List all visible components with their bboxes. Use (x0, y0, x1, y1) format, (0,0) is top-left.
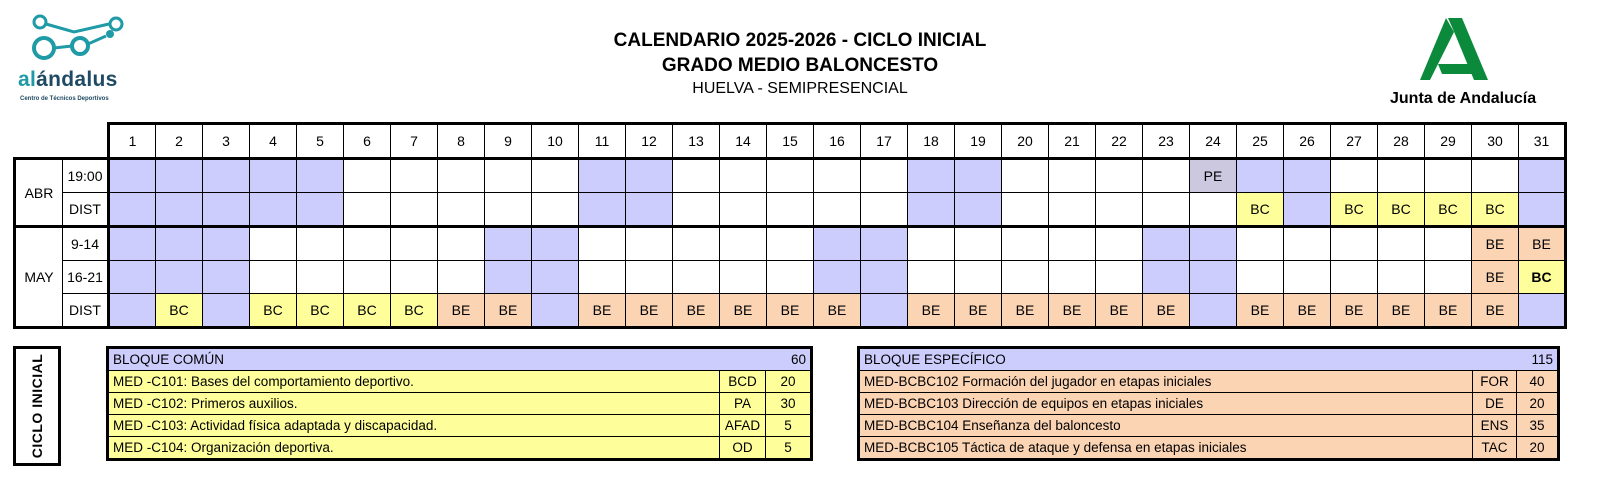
day-header: 25 (1237, 124, 1284, 159)
module-hours: 35 (1517, 415, 1559, 437)
calendar-cell (485, 193, 532, 227)
calendar-cell (438, 261, 485, 294)
day-header: 28 (1378, 124, 1425, 159)
calendar-cell (1284, 227, 1331, 261)
calendar-cell (908, 261, 955, 294)
calendar-cell (1143, 227, 1190, 261)
calendar-cell (156, 159, 203, 193)
block-total-hours: 115 (1517, 348, 1559, 371)
calendar-cell (861, 159, 908, 193)
calendar-cell (1284, 193, 1331, 227)
calendar-cell (391, 261, 438, 294)
calendar-cell: BC (344, 294, 391, 328)
cycle-label-box (13, 346, 61, 466)
calendar-cell (579, 261, 626, 294)
module-name: MED-BCBC105 Táctica de ataque y defensa en etapas iniciales (859, 437, 1473, 460)
calendar-cell (1237, 261, 1284, 294)
calendar-cell (955, 159, 1002, 193)
calendar-cell: BC (1331, 193, 1378, 227)
calendar-cell (438, 227, 485, 261)
day-header: 15 (767, 124, 814, 159)
day-header: 8 (438, 124, 485, 159)
calendar-cell (297, 159, 344, 193)
calendar-cell (1378, 261, 1425, 294)
day-header: 9 (485, 124, 532, 159)
calendar-cell (1143, 159, 1190, 193)
calendar-cell: BE (1096, 294, 1143, 328)
calendar-cell (908, 159, 955, 193)
cycle-label: CICLO INICIAL (29, 353, 45, 459)
calendar-cell (814, 227, 861, 261)
time-slot-label: 16-21 (63, 261, 109, 294)
calendar-cell (626, 193, 673, 227)
brand-name: alándalus (18, 68, 118, 91)
calendar-cell (1284, 159, 1331, 193)
calendar-cell (1331, 261, 1378, 294)
alandalus-logo (14, 10, 144, 105)
calendar-cell (767, 159, 814, 193)
module-hours: 20 (1517, 393, 1559, 415)
module-row (108, 437, 812, 460)
calendar-cell (344, 193, 391, 227)
bloque-comun-table (106, 346, 813, 461)
calendar-cell (861, 261, 908, 294)
day-header: 23 (1143, 124, 1190, 159)
day-header: 29 (1425, 124, 1472, 159)
calendar-cell: BE (1331, 294, 1378, 328)
calendar-cell (438, 159, 485, 193)
calendar-cell (955, 261, 1002, 294)
calendar-cell (1190, 261, 1237, 294)
day-header: 4 (250, 124, 297, 159)
corner-blank (15, 124, 109, 159)
calendar-cell (1378, 227, 1425, 261)
calendar-cell: BC (1472, 193, 1519, 227)
calendar-cell (673, 193, 720, 227)
calendar-cell (297, 193, 344, 227)
module-row (108, 415, 812, 437)
block-header-row (859, 348, 1559, 371)
calendar-cell: BE (908, 294, 955, 328)
block-header-row (108, 348, 812, 371)
calendar-cell: BC (156, 294, 203, 328)
module-name: MED-BCBC103 Dirección de equipos en etapas iniciales (859, 393, 1473, 415)
calendar-cell (109, 227, 156, 261)
module-hours: 20 (1517, 437, 1559, 460)
calendar-cell: BE (579, 294, 626, 328)
calendar-row (15, 261, 1566, 294)
calendar-cell (485, 227, 532, 261)
calendar-row (15, 193, 1566, 227)
module-abbreviation: ENS (1473, 415, 1517, 437)
day-header: 6 (344, 124, 391, 159)
calendar-cell (532, 159, 579, 193)
calendar-cell: BE (720, 294, 767, 328)
calendar-cell: BE (1425, 294, 1472, 328)
calendar-cell: BE (1378, 294, 1425, 328)
calendar-cell (579, 193, 626, 227)
day-header: 12 (626, 124, 673, 159)
module-row (108, 393, 812, 415)
calendar-cell: BE (1143, 294, 1190, 328)
calendar-cell (344, 227, 391, 261)
calendar-cell: BE (1002, 294, 1049, 328)
calendar-cell (626, 227, 673, 261)
module-name: MED-BCBC104 Enseñanza del baloncesto (859, 415, 1473, 437)
day-header: 16 (814, 124, 861, 159)
calendar-cell (250, 159, 297, 193)
module-hours: 5 (766, 415, 812, 437)
calendar-cell: BC (1425, 193, 1472, 227)
module-abbreviation: DE (1473, 393, 1517, 415)
calendar-cell (109, 261, 156, 294)
calendar-table (13, 122, 1567, 329)
page-subtitle: GRADO MEDIO BALONCESTO (661, 55, 939, 76)
calendar-cell (626, 261, 673, 294)
module-hours: 5 (766, 437, 812, 460)
module-abbreviation: AFAD (720, 415, 766, 437)
day-header: 26 (1284, 124, 1331, 159)
module-name: MED-BCBC102 Formación del jugador en etapas iniciales (859, 371, 1473, 393)
calendar-cell (391, 227, 438, 261)
calendar-cell (203, 261, 250, 294)
time-slot-label: DIST (63, 294, 109, 328)
calendar-cell (1002, 227, 1049, 261)
calendar-cell (626, 159, 673, 193)
day-header: 2 (156, 124, 203, 159)
calendar-cell (485, 261, 532, 294)
calendar-cell: BC (391, 294, 438, 328)
calendar-cell (391, 193, 438, 227)
day-header-row (15, 124, 1566, 159)
calendar-cell: BE (1049, 294, 1096, 328)
calendar-cell (532, 193, 579, 227)
module-hours: 20 (766, 371, 812, 393)
module-name: MED -C101: Bases del comportamiento deportivo. (108, 371, 720, 393)
calendar-cell (767, 261, 814, 294)
block-title: BLOQUE COMÚN (108, 348, 766, 371)
calendar-cell: BE (767, 294, 814, 328)
calendar-cell (1237, 159, 1284, 193)
calendar-cell (814, 159, 861, 193)
calendar-cell (861, 294, 908, 328)
page-title: CALENDARIO 2025-2026 - CICLO INICIAL (613, 30, 987, 51)
day-header: 1 (109, 124, 156, 159)
calendar-cell: BE (1284, 294, 1331, 328)
time-slot-label: 19:00 (63, 159, 109, 193)
day-header: 31 (1519, 124, 1566, 159)
day-header: 30 (1472, 124, 1519, 159)
calendar-cell (344, 159, 391, 193)
calendar-cell (1049, 193, 1096, 227)
day-header: 7 (391, 124, 438, 159)
day-header: 5 (297, 124, 344, 159)
time-slot-label: DIST (63, 193, 109, 227)
calendar-cell (1284, 261, 1331, 294)
calendar-row (15, 294, 1566, 328)
calendar-cell (109, 294, 156, 328)
calendar-cell (438, 193, 485, 227)
calendar-cell (1049, 227, 1096, 261)
calendar-cell (203, 294, 250, 328)
calendar-cell (579, 227, 626, 261)
calendar-cell: BC (1519, 261, 1566, 294)
calendar-cell (1425, 227, 1472, 261)
calendar-cell (1002, 193, 1049, 227)
calendar-cell (1096, 193, 1143, 227)
calendar-cell (1096, 159, 1143, 193)
calendar-cell (1002, 159, 1049, 193)
calendar-cell (720, 159, 767, 193)
calendar-cell: BE (955, 294, 1002, 328)
calendar-cell (955, 227, 1002, 261)
calendar-cell (1378, 159, 1425, 193)
month-label: ABR (15, 159, 63, 227)
day-header: 17 (861, 124, 908, 159)
calendar-cell (767, 227, 814, 261)
calendar-cell (673, 159, 720, 193)
calendar-cell (673, 261, 720, 294)
day-header: 20 (1002, 124, 1049, 159)
day-header: 11 (579, 124, 626, 159)
calendar-cell: BE (626, 294, 673, 328)
bloque-especifico-table (857, 346, 1560, 461)
calendar-cell (1190, 193, 1237, 227)
calendar-cell (1519, 159, 1566, 193)
calendar-cell (814, 261, 861, 294)
module-abbreviation: OD (720, 437, 766, 460)
day-header: 13 (673, 124, 720, 159)
calendar-cell (673, 227, 720, 261)
day-header: 22 (1096, 124, 1143, 159)
page-header (400, 28, 1200, 100)
calendar-cell: BE (1472, 294, 1519, 328)
calendar-cell (908, 193, 955, 227)
module-name: MED -C103: Actividad física adaptada y discapacidad. (108, 415, 720, 437)
calendar-cell (1143, 193, 1190, 227)
calendar-cell: BE (1472, 227, 1519, 261)
calendar-cell (1425, 159, 1472, 193)
day-header: 3 (203, 124, 250, 159)
calendar-cell (109, 193, 156, 227)
calendar-cell (1096, 261, 1143, 294)
calendar-cell (814, 193, 861, 227)
calendar-cell (1519, 193, 1566, 227)
calendar-cell (1331, 227, 1378, 261)
day-header: 24 (1190, 124, 1237, 159)
calendar-cell (485, 159, 532, 193)
module-name: MED -C104: Organización deportiva. (108, 437, 720, 460)
calendar-cell (908, 227, 955, 261)
module-row (859, 415, 1559, 437)
month-label: MAY (15, 227, 63, 328)
calendar-cell: BE (1519, 227, 1566, 261)
calendar-cell (156, 193, 203, 227)
calendar-cell (203, 159, 250, 193)
calendar-cell (109, 159, 156, 193)
calendar-cell: BC (297, 294, 344, 328)
calendar-cell: BE (814, 294, 861, 328)
day-header: 18 (908, 124, 955, 159)
module-abbreviation: FOR (1473, 371, 1517, 393)
calendar-cell (156, 261, 203, 294)
calendar-cell (720, 227, 767, 261)
calendar-cell: BC (1237, 193, 1284, 227)
calendar-cell (1049, 261, 1096, 294)
calendar-cell (1190, 294, 1237, 328)
calendar-cell (532, 261, 579, 294)
calendar-cell: BC (1378, 193, 1425, 227)
calendar-cell: BE (438, 294, 485, 328)
day-header: 21 (1049, 124, 1096, 159)
junta-a-icon (1390, 14, 1590, 86)
calendar-cell: PE (1190, 159, 1237, 193)
calendar-cell (1237, 227, 1284, 261)
calendar-cell (156, 227, 203, 261)
calendar-cell: BE (1237, 294, 1284, 328)
calendar-cell: BE (673, 294, 720, 328)
calendar-cell (250, 227, 297, 261)
calendar-cell: BC (250, 294, 297, 328)
calendar-cell (720, 193, 767, 227)
time-slot-label: 9-14 (63, 227, 109, 261)
junta-text: Junta de Andalucía (1390, 90, 1537, 107)
calendar-cell (297, 227, 344, 261)
calendar-row (15, 227, 1566, 261)
calendar-cell (391, 159, 438, 193)
calendar-cell (297, 261, 344, 294)
calendar-cell (1002, 261, 1049, 294)
module-abbreviation: TAC (1473, 437, 1517, 460)
molecule-logo-icon (14, 10, 134, 66)
day-header: 19 (955, 124, 1002, 159)
calendar-cell (1190, 227, 1237, 261)
calendar-cell: BE (1472, 261, 1519, 294)
calendar-cell (250, 261, 297, 294)
module-name: MED -C102: Primeros auxilios. (108, 393, 720, 415)
day-header: 14 (720, 124, 767, 159)
module-hours: 30 (766, 393, 812, 415)
module-row (859, 371, 1559, 393)
calendar-cell: BE (485, 294, 532, 328)
block-title: BLOQUE ESPECÍFICO (859, 348, 1517, 371)
module-row (108, 371, 812, 393)
calendar-cell (1096, 227, 1143, 261)
calendar-cell (203, 193, 250, 227)
calendar-cell (861, 193, 908, 227)
location-mode: HUELVA - SEMIPRESENCIAL (692, 80, 908, 97)
module-hours: 40 (1517, 371, 1559, 393)
calendar-row (15, 159, 1566, 193)
brand-subtitle: Centro de Técnicos Deportivos (20, 96, 109, 102)
calendar-cell (532, 294, 579, 328)
calendar-cell (1472, 159, 1519, 193)
calendar-cell (579, 159, 626, 193)
module-abbreviation: BCD (720, 371, 766, 393)
calendar-cell (344, 261, 391, 294)
module-row (859, 437, 1559, 460)
calendar-cell (1519, 294, 1566, 328)
module-row (859, 393, 1559, 415)
calendar-cell (720, 261, 767, 294)
calendar-cell (203, 227, 250, 261)
calendar-cell (250, 193, 297, 227)
calendar-cell (1425, 261, 1472, 294)
block-total-hours: 60 (766, 348, 812, 371)
calendar-cell (1331, 159, 1378, 193)
junta-andalucia-logo (1390, 14, 1590, 114)
calendar-cell (1049, 159, 1096, 193)
day-header: 27 (1331, 124, 1378, 159)
calendar-cell (955, 193, 1002, 227)
module-abbreviation: PA (720, 393, 766, 415)
day-header: 10 (532, 124, 579, 159)
calendar-cell (1143, 261, 1190, 294)
calendar-cell (767, 193, 814, 227)
calendar-cell (861, 227, 908, 261)
calendar-cell (532, 227, 579, 261)
